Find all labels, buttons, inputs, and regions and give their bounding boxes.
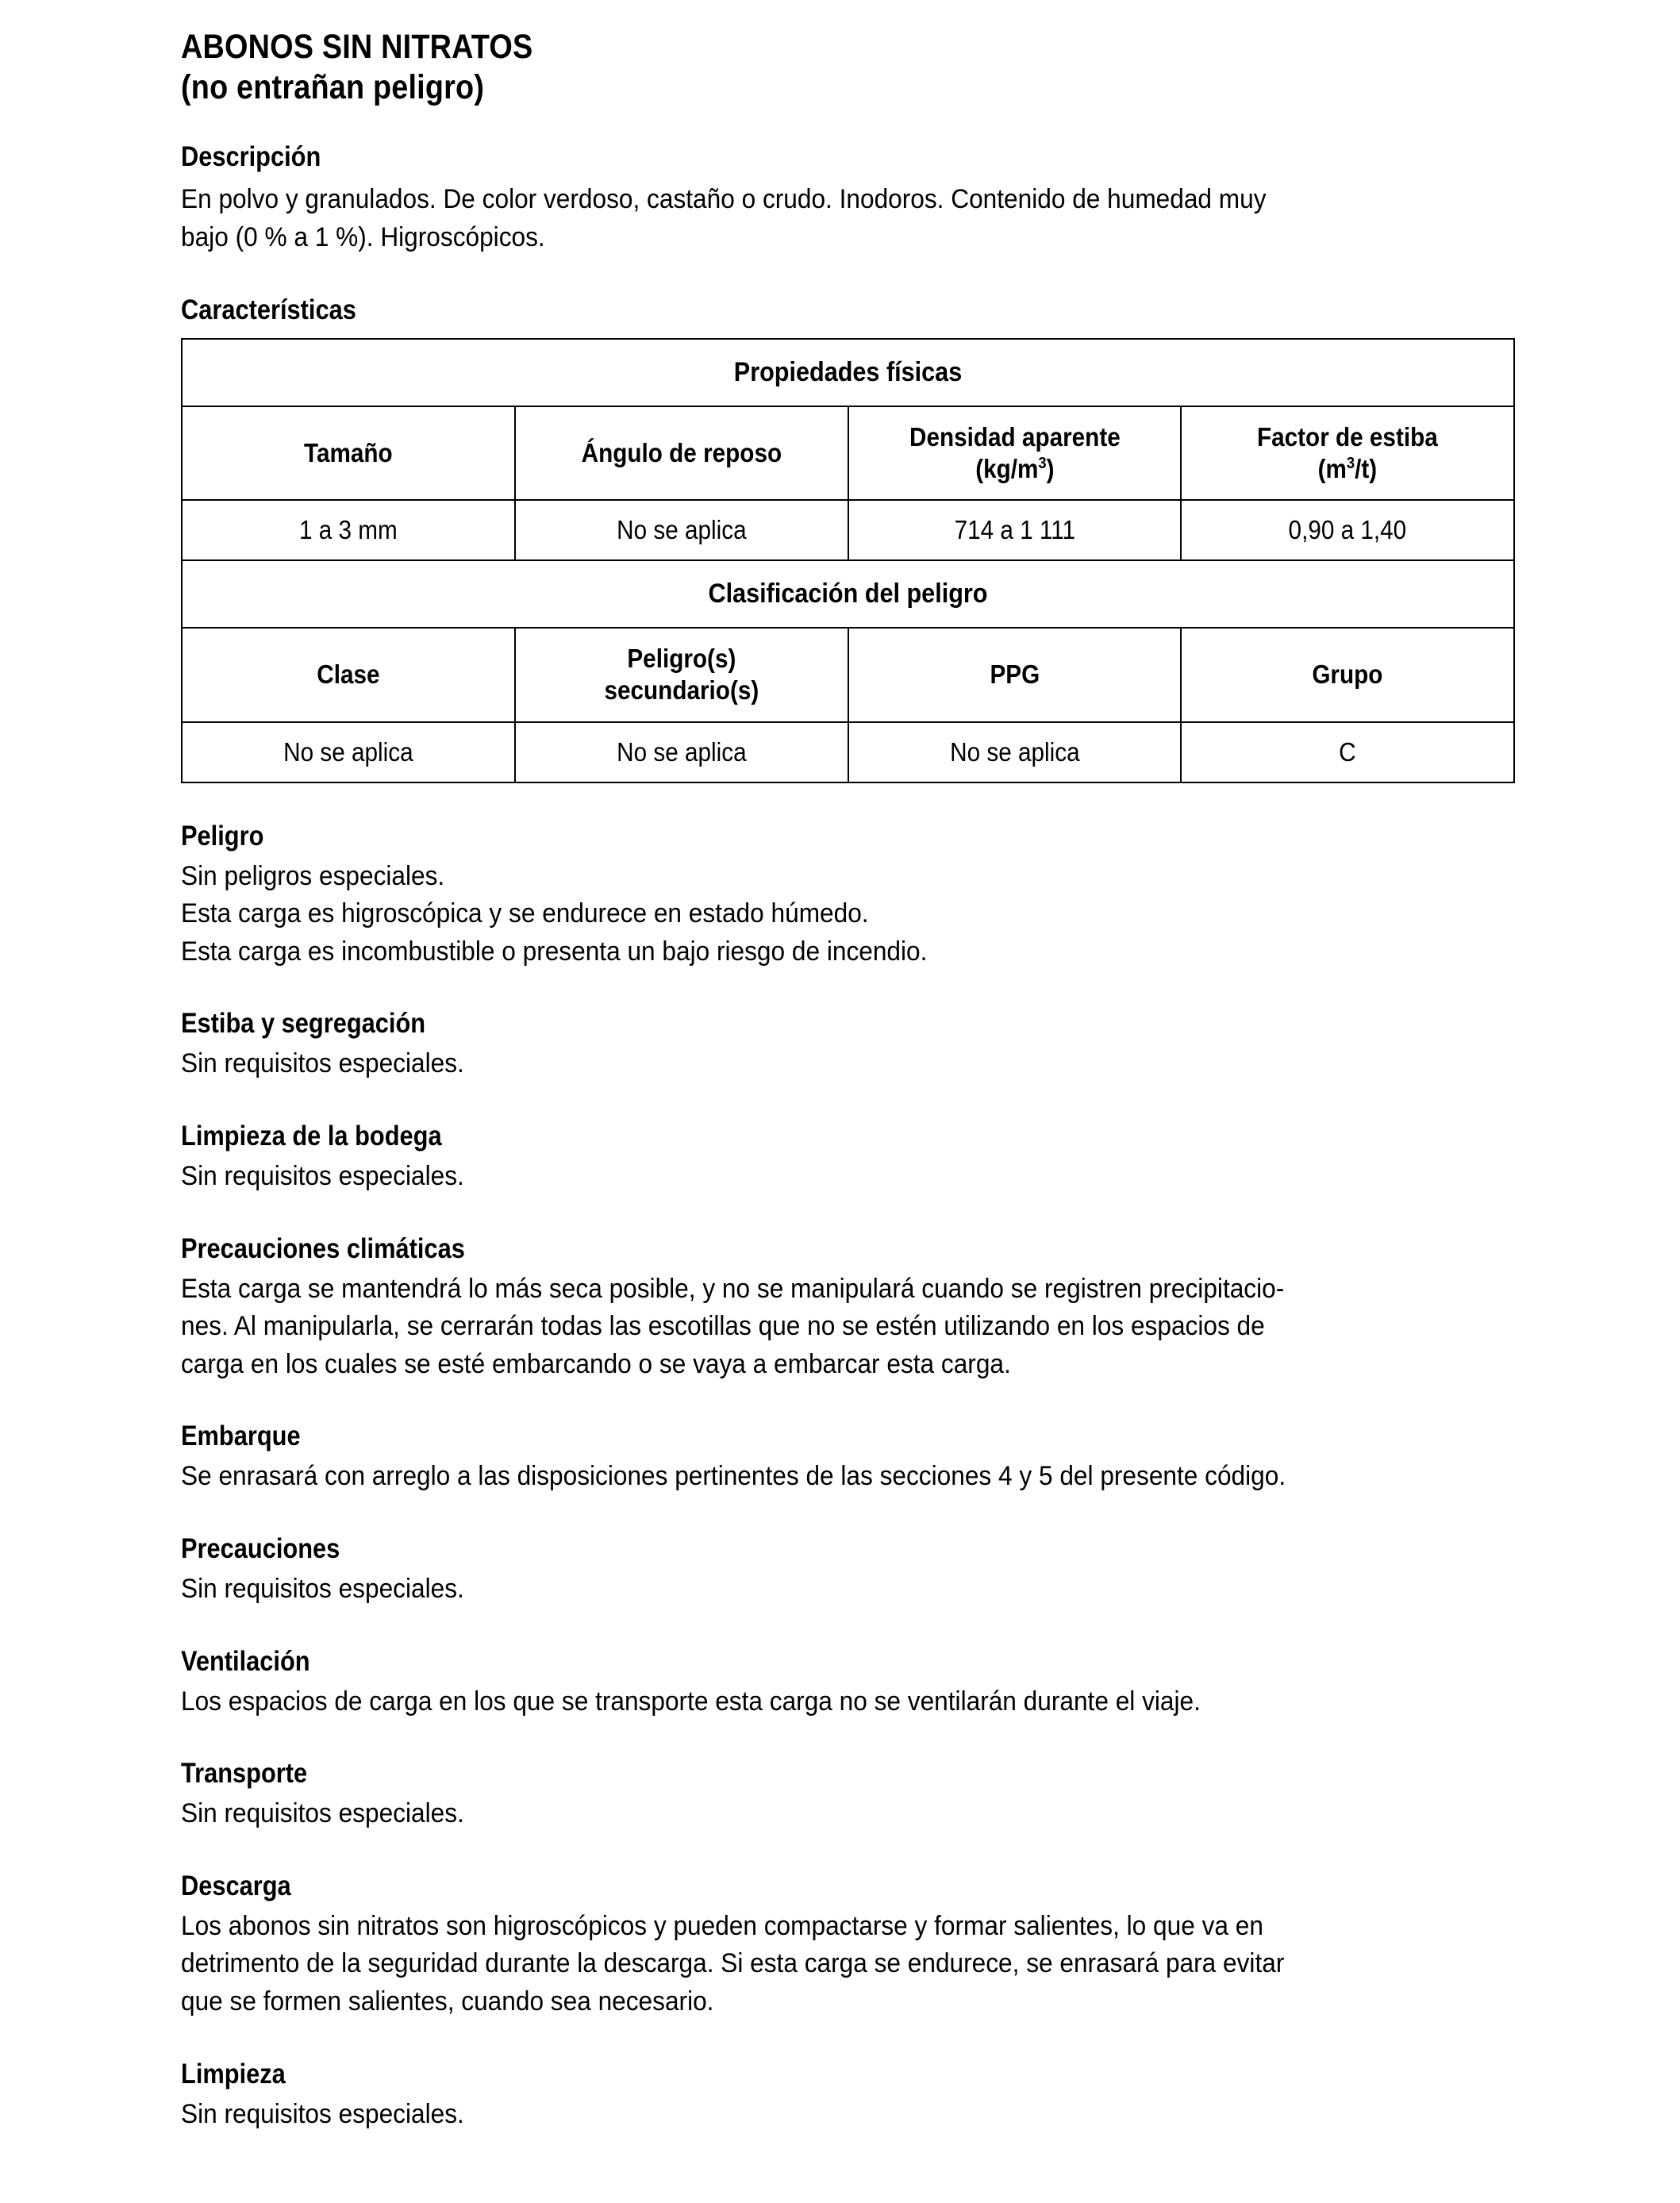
page-content <box>181 27 1522 2133</box>
table-row-physical-values <box>182 500 1514 560</box>
grupo-label: Grupo <box>1312 659 1383 690</box>
descripcion-line-1: En polvo y granulados. De color verdoso, castaño o crudo. Inodoros. Contenido de humedad muy <box>181 184 1267 215</box>
densidad-value: 714 a 1 111 <box>954 515 1075 545</box>
clase-value: No se aplica <box>283 736 413 767</box>
peligro-line-1: Sin peligros especiales. <box>181 860 445 891</box>
ventilacion-line-1: Los espacios de carga en los que se transporte esta carga no se ventilarán durante el viaje. <box>181 1686 1201 1717</box>
precauciones-line-1: Sin requisitos especiales. <box>181 1574 464 1604</box>
descarga-line-2: detrimento de la seguridad durante la descarga. Si esta carga se endurece, se enrasará para evitar <box>181 1948 1285 1979</box>
peligro-line-3: Esta carga es incombustible o presenta un bajo riesgo de incendio. <box>181 936 928 967</box>
table-row-physical-span-header <box>182 339 1514 406</box>
section-heading-caracteristicas: Características <box>181 294 356 325</box>
precauciones-climaticas-line-3: carga en los cuales se esté embarcando o se vaya a embarcar esta carga. <box>181 1348 1011 1379</box>
peligro-secundario-label <box>532 629 831 721</box>
section-heading-precauciones: Precauciones <box>181 1533 340 1564</box>
table-header-peligro-secundario <box>515 628 848 722</box>
factor-unit-superscript: 3 <box>1347 453 1355 472</box>
peligro-secundario-line-2: secundario(s) <box>604 675 759 705</box>
section-body-transporte <box>181 1795 1516 1833</box>
table-header-ppg <box>848 628 1182 722</box>
densidad-aparente-text: Densidad aparente <box>909 421 1121 452</box>
table-header-clase <box>182 628 515 722</box>
characteristics-table-wrapper <box>181 338 1515 783</box>
factor-unit-post: /t) <box>1355 453 1378 483</box>
densidad-unit-post: ) <box>1046 453 1055 483</box>
estiba-segregacion-line-1: Sin requisitos especiales. <box>181 1048 464 1079</box>
peligro-secundario-value: No se aplica <box>616 736 747 767</box>
limpieza-bodega-line-1: Sin requisitos especiales. <box>181 1161 464 1192</box>
ppg-value: No se aplica <box>949 736 1080 767</box>
section-body-limpieza-bodega <box>181 1158 1516 1196</box>
tamano-label: Tamaño <box>304 437 393 467</box>
precauciones-climaticas-line-2: nes. Al manipularla, se cerrarán todas las escotillas que no se estén utilizando en los espacios de <box>181 1311 1265 1342</box>
page-title <box>181 27 1361 107</box>
section-heading-embarque: Embarque <box>181 1421 301 1452</box>
table-cell-clase-value <box>182 722 515 782</box>
table-cell-tamano-value <box>182 500 515 560</box>
densidad-unit-pre: (kg/m <box>975 453 1038 483</box>
table-cell-grupo-value <box>1181 722 1514 782</box>
table-row-hazard-span-header <box>182 560 1514 628</box>
section-heading-precauciones-climaticas: Precauciones climáticas <box>181 1232 465 1264</box>
section-body-limpieza <box>181 2096 1516 2134</box>
densidad-unit-superscript: 3 <box>1037 453 1047 472</box>
table-row-hazard-column-headers <box>182 628 1514 722</box>
section-heading-transporte: Transporte <box>181 1758 308 1790</box>
table-row-physical-column-headers <box>182 406 1514 501</box>
table-cell-angulo-value <box>515 500 848 560</box>
table-cell-factor-value <box>1181 500 1514 560</box>
section-body-descripcion <box>181 181 1516 256</box>
descarga-line-3: que se formen salientes, cuando sea necesario. <box>181 1986 714 2017</box>
section-heading-peligro: Peligro <box>181 820 264 852</box>
embarque-line-1: Se enrasará con arreglo a las disposiciones pertinentes de las secciones 4 y 5 del presente código. <box>181 1461 1286 1492</box>
section-body-descarga <box>181 1908 1516 2021</box>
peligro-secundario-line-1: Peligro(s) <box>627 644 736 674</box>
table-cell-ppg-value <box>848 722 1182 782</box>
table-cell-peligro-secundario-value <box>515 722 848 782</box>
section-heading-descripcion: Descripción <box>181 141 321 173</box>
propiedades-fisicas-label: Propiedades físicas <box>733 356 963 387</box>
grupo-value: C <box>1339 736 1356 767</box>
page-title-line-1: ABONOS SIN NITRATOS <box>181 28 533 66</box>
angulo-value: No se aplica <box>616 515 747 545</box>
section-heading-descarga: Descarga <box>181 1870 291 1901</box>
table-header-densidad-aparente <box>848 406 1182 501</box>
table-row-hazard-values <box>182 722 1514 782</box>
clasificacion-peligro-label: Clasificación del peligro <box>708 579 988 609</box>
section-heading-ventilacion: Ventilación <box>181 1645 310 1677</box>
peligro-line-2: Esta carga es higroscópica y se endurece en estado húmedo. <box>181 898 869 929</box>
factor-estiba-text: Factor de estiba <box>1257 421 1439 452</box>
table-header-clasificacion-peligro <box>182 560 1514 628</box>
transporte-line-1: Sin requisitos especiales. <box>181 1798 464 1829</box>
table-header-grupo <box>1181 628 1514 722</box>
section-body-ventilacion <box>181 1683 1516 1721</box>
table-header-propiedades-fisicas <box>182 339 1514 406</box>
section-heading-limpieza: Limpieza <box>181 2058 286 2090</box>
densidad-aparente-label <box>865 407 1163 500</box>
tamano-value: 1 a 3 mm <box>298 515 398 545</box>
section-body-embarque <box>181 1458 1516 1496</box>
factor-value: 0,90 a 1,40 <box>1288 515 1407 545</box>
ppg-label: PPG <box>990 659 1040 690</box>
limpieza-line-1: Sin requisitos especiales. <box>181 2098 464 2129</box>
section-heading-estiba-segregacion: Estiba y segregación <box>181 1008 426 1040</box>
section-heading-limpieza-bodega: Limpieza de la bodega <box>181 1121 442 1152</box>
descarga-line-1: Los abonos sin nitratos son higroscópicos y pueden compactarse y formar salientes, lo que va en <box>181 1910 1263 1941</box>
characteristics-table <box>181 338 1515 783</box>
factor-estiba-label <box>1198 407 1497 500</box>
table-header-factor-estiba <box>1181 406 1514 501</box>
section-body-peligro <box>181 858 1516 971</box>
precauciones-climaticas-line-1: Esta carga se mantendrá lo más seca posible, y no se manipulará cuando se registren precipitacio- <box>181 1273 1285 1304</box>
section-body-precauciones <box>181 1571 1516 1609</box>
section-body-estiba-segregacion <box>181 1045 1516 1083</box>
factor-unit-pre: (m <box>1317 453 1347 483</box>
angulo-reposo-label: Ángulo de reposo <box>581 437 782 467</box>
page-title-line-2: (no entrañan peligro) <box>181 67 485 106</box>
clase-label: Clase <box>317 659 380 690</box>
table-cell-densidad-value <box>848 500 1182 560</box>
descripcion-line-2: bajo (0 % a 1 %). Higroscópicos. <box>181 222 545 253</box>
table-header-tamano <box>182 406 515 501</box>
table-header-angulo-reposo <box>515 406 848 501</box>
section-body-precauciones-climaticas <box>181 1271 1516 1384</box>
